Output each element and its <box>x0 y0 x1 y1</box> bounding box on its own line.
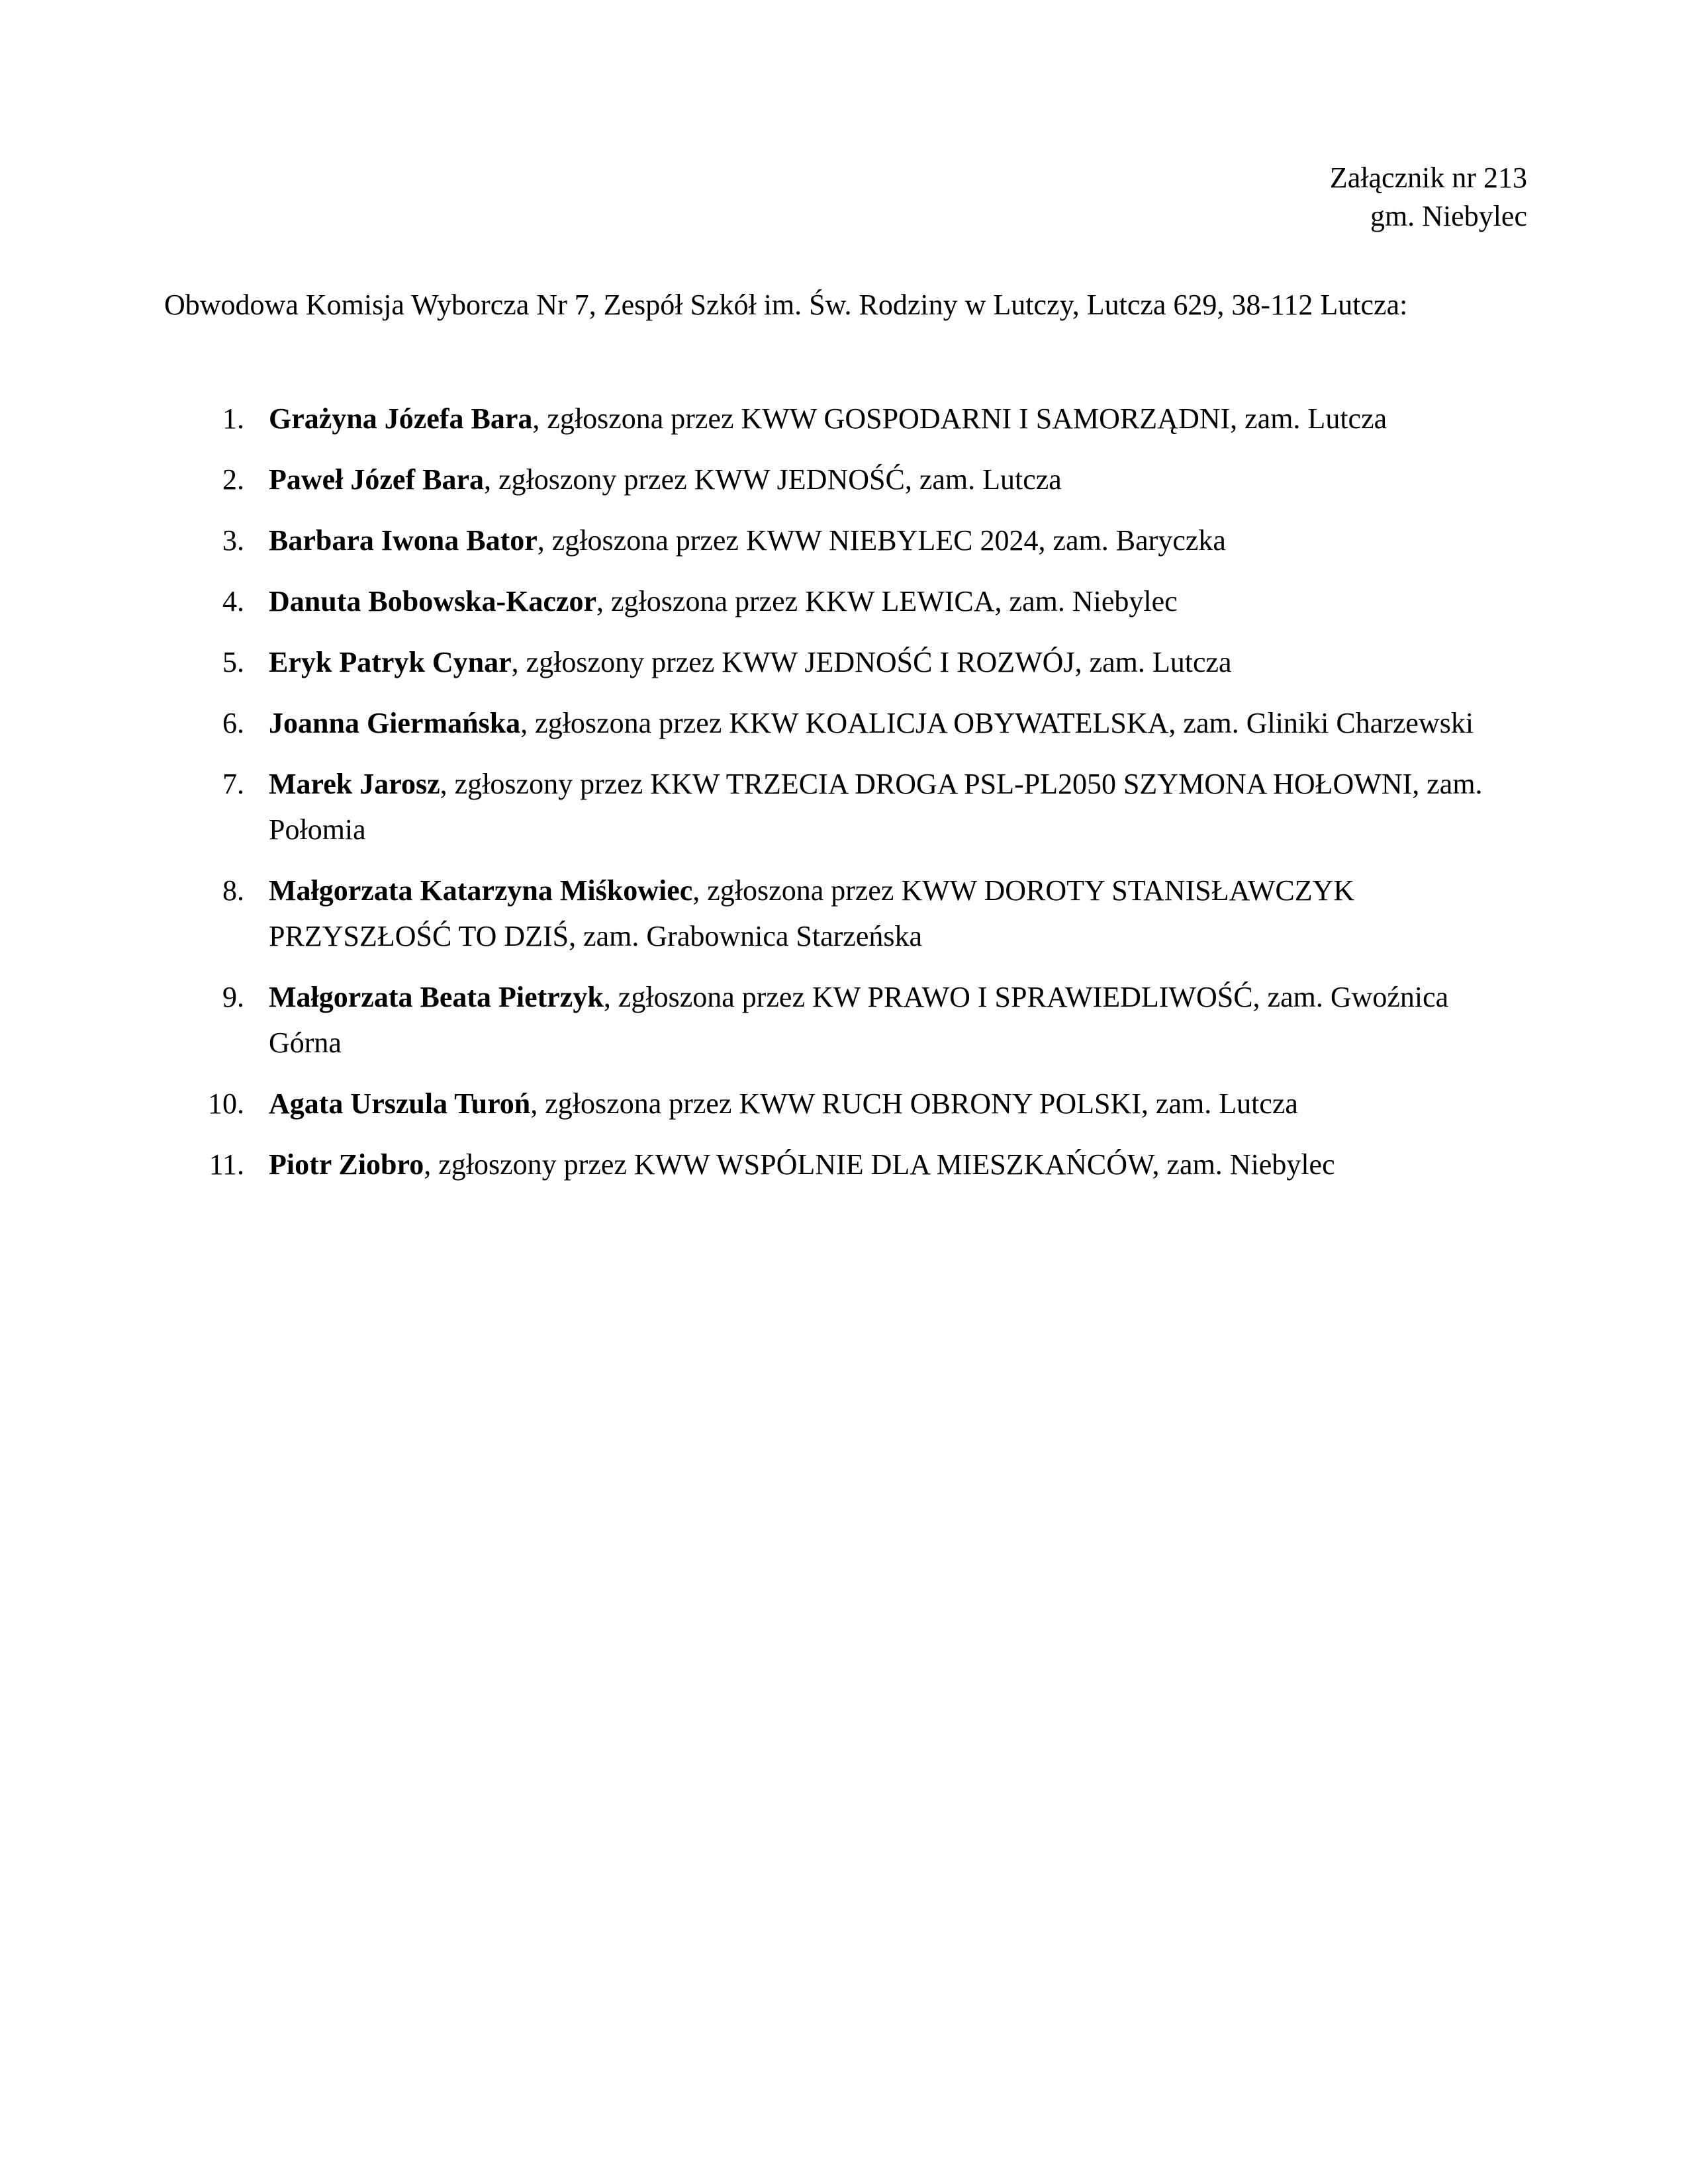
member-name: Joanna Giermańska <box>269 707 521 739</box>
list-item <box>164 396 1528 441</box>
member-details: , zgłoszona przez KWW RUCH OBRONY POLSKI, zam. Lutcza <box>530 1087 1298 1120</box>
municipality: gm. Niebylec <box>1370 200 1527 232</box>
member-name: Agata Urszula Turoń <box>269 1087 531 1120</box>
item-number: 2. <box>222 463 244 496</box>
item-number: 3. <box>222 524 244 557</box>
member-details: , zgłoszony przez KKW TRZECIA DROGA PSL-PL2050 SZYMONA HOŁOWNI, zam. Połomia <box>269 768 1483 846</box>
member-name: Barbara Iwona Bator <box>269 524 538 557</box>
item-number: 9. <box>222 981 244 1013</box>
member-details: , zgłoszony przez KWW JEDNOŚĆ I ROZWÓJ, zam. Lutcza <box>511 646 1232 678</box>
member-details: , zgłoszona przez KWW NIEBYLEC 2024, zam. Baryczka <box>537 524 1226 557</box>
commission-title: Obwodowa Komisja Wyborcza Nr 7, Zespół Szkół im. Św. Rodziny w Lutczy, Lutcza 629, 38-112 Lutcza: <box>164 289 1408 321</box>
list-item <box>164 974 1528 1066</box>
members-list <box>164 396 1528 1203</box>
item-number: 1. <box>222 402 244 435</box>
member-details: , zgłoszona przez KW PRAWO I SPRAWIEDLIWOŚĆ, zam. Gwoźnica Górna <box>269 981 1449 1059</box>
list-item <box>164 1081 1528 1126</box>
member-details: , zgłoszona przez KKW KOALICJA OBYWATELSKA, zam. Gliniki Charzewski <box>520 707 1474 739</box>
member-name: Paweł Józef Bara <box>269 463 484 496</box>
member-name: Małgorzata Beata Pietrzyk <box>269 981 604 1013</box>
member-name: Grażyna Józefa Bara <box>269 402 533 435</box>
list-item <box>164 578 1528 624</box>
item-number: 4. <box>222 585 244 617</box>
list-item <box>164 518 1528 563</box>
member-name: Małgorzata Katarzyna Miśkowiec <box>269 874 693 907</box>
item-number: 7. <box>222 768 244 800</box>
list-item <box>164 457 1528 502</box>
list-item <box>164 700 1528 746</box>
member-name: Danuta Bobowska-Kaczor <box>269 585 597 617</box>
item-number: 6. <box>222 707 244 739</box>
member-details: , zgłoszony przez KWW JEDNOŚĆ, zam. Lutcza <box>484 463 1062 496</box>
member-details: , zgłoszona przez KKW LEWICA, zam. Niebylec <box>596 585 1178 617</box>
list-item <box>164 639 1528 685</box>
item-number: 5. <box>222 646 244 678</box>
attachment-number: Załącznik nr 213 <box>1329 161 1527 194</box>
item-number: 11. <box>209 1148 244 1181</box>
member-details: , zgłoszony przez KWW WSPÓLNIE DLA MIESZKAŃCÓW, zam. Niebylec <box>424 1148 1335 1181</box>
member-name: Piotr Ziobro <box>269 1148 424 1181</box>
attachment-header <box>1330 159 1527 236</box>
list-item <box>164 761 1528 852</box>
member-details: , zgłoszona przez KWW DOROTY STANISŁAWCZYK PRZYSZŁOŚĆ TO DZIŚ, zam. Grabownica Starzeńska <box>269 874 1355 952</box>
member-name: Eryk Patryk Cynar <box>269 646 512 678</box>
item-number: 10. <box>208 1087 244 1120</box>
list-item <box>164 1142 1528 1187</box>
item-number: 8. <box>222 874 244 907</box>
list-item <box>164 868 1528 959</box>
member-name: Marek Jarosz <box>269 768 440 800</box>
member-details: , zgłoszona przez KWW GOSPODARNI I SAMORZĄDNI, zam. Lutcza <box>532 402 1387 435</box>
